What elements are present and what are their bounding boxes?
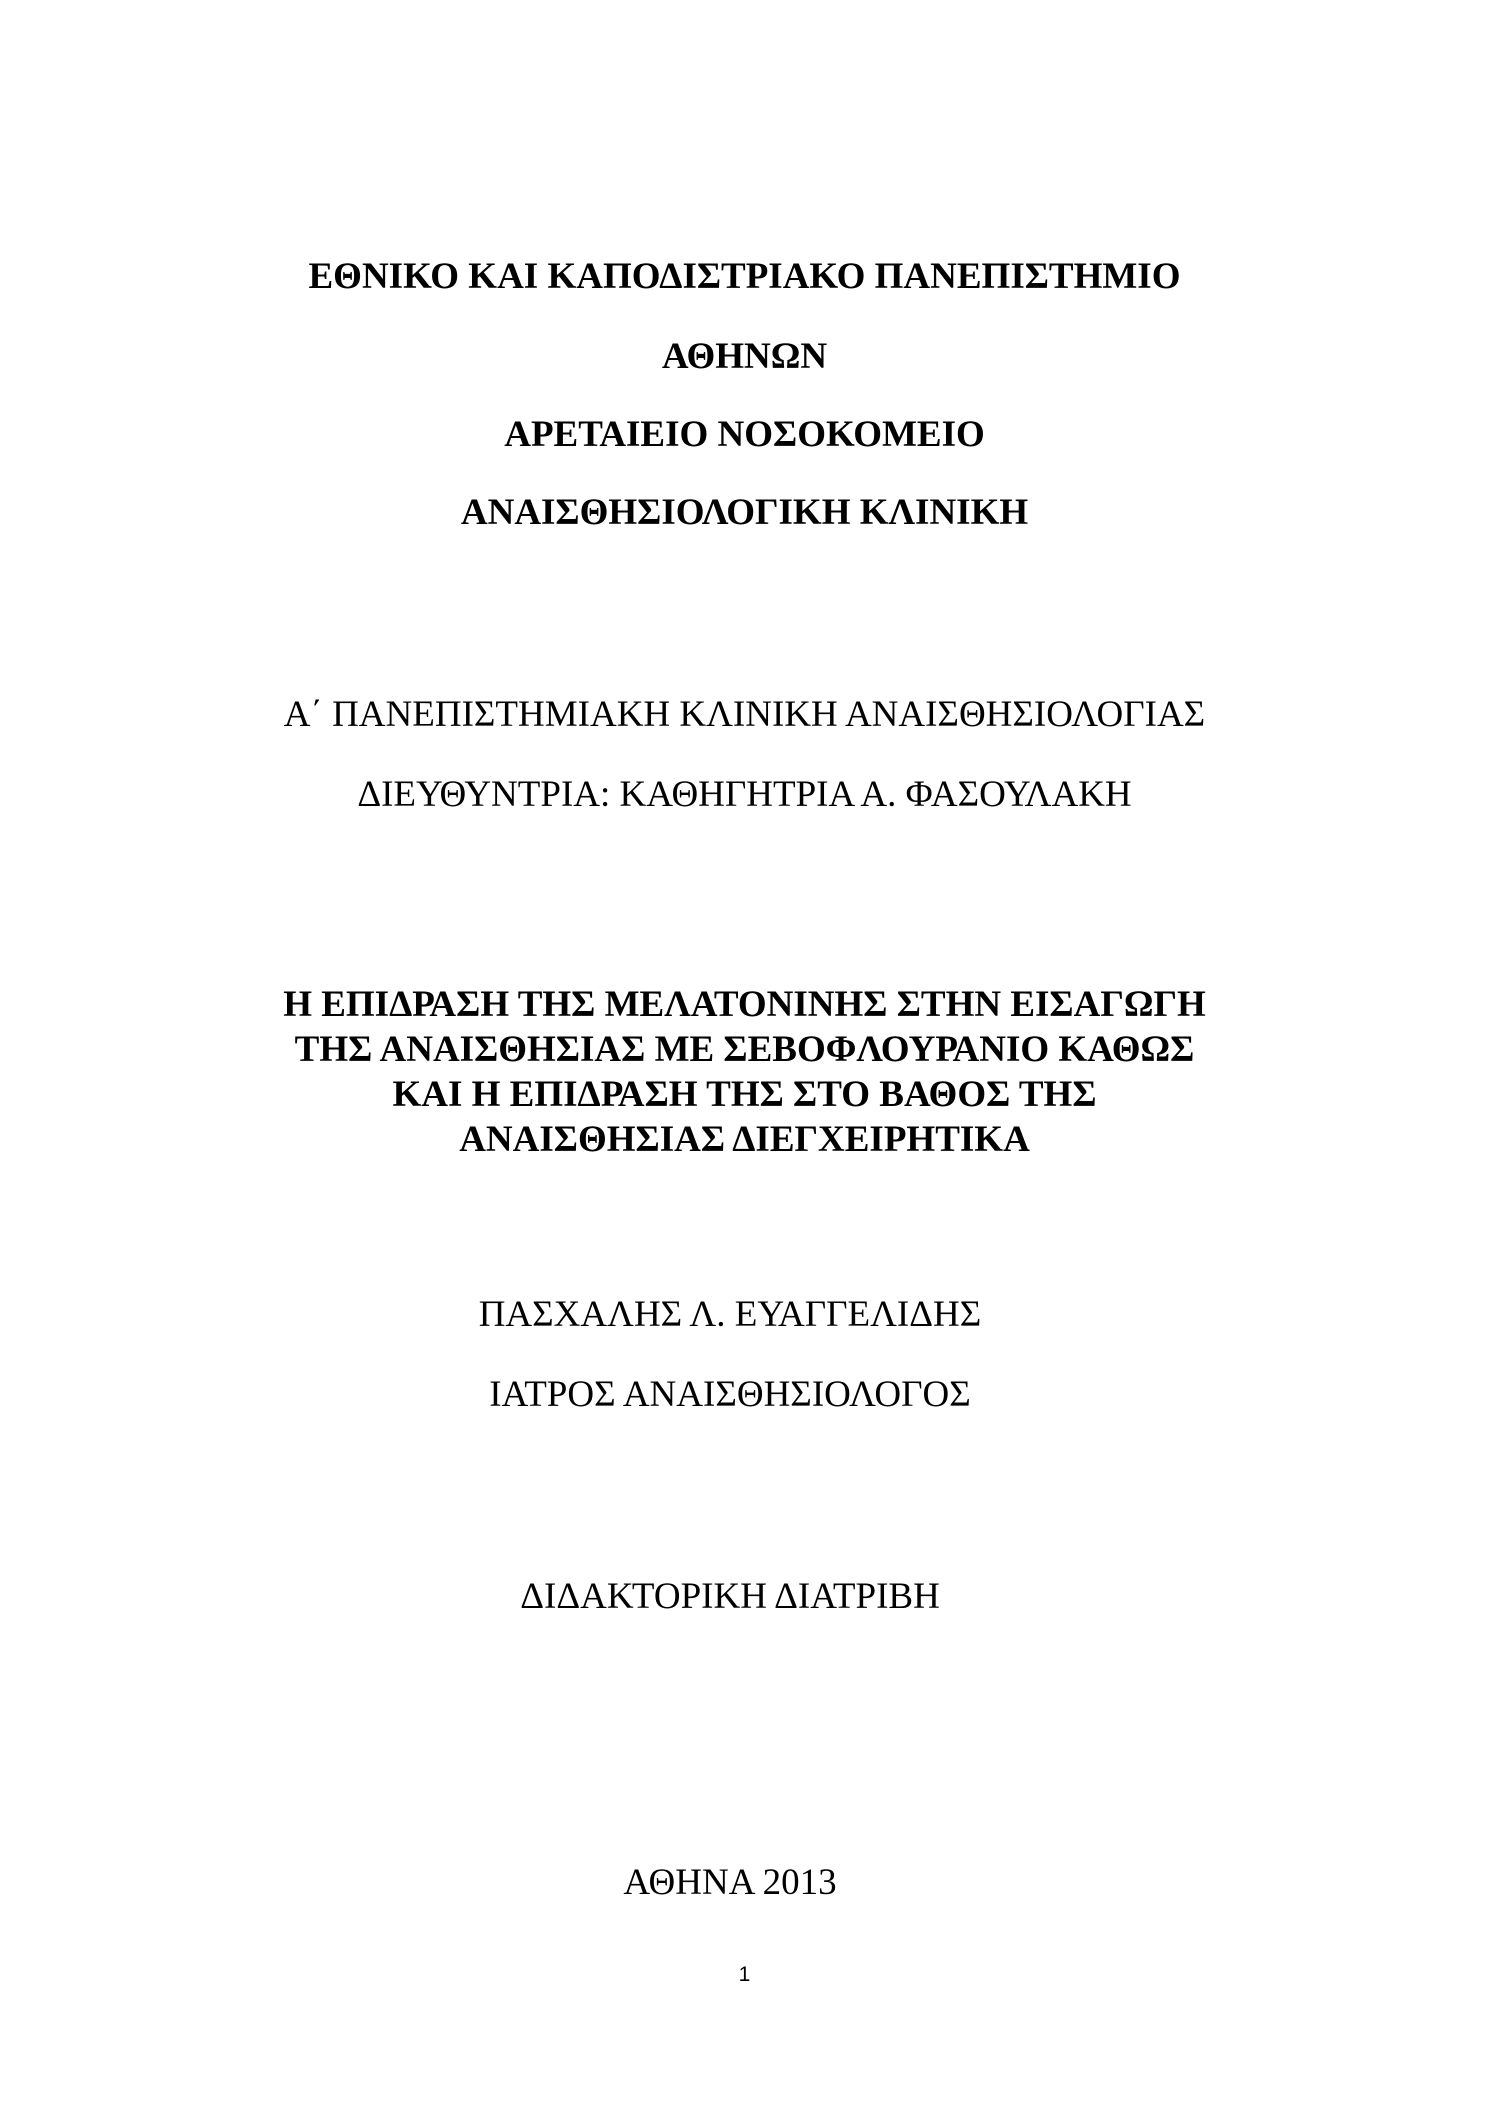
thesis-title-line: Η ΕΠΙΔΡΑΣΗ ΤΗΣ ΜΕΛΑΤΟΝΙΝΗΣ ΣΤΗΝ ΕΙΣΑΓΩΓΗ	[283, 984, 1206, 1025]
thesis-title-line: ΑΝΑΙΣΘΗΣΙΑΣ ΔΙΕΓΧΕΙΡΗΤΙΚΑ	[459, 1119, 1030, 1160]
department-name: Α΄ ΠΑΝΕΠΙΣΤΗΜΙΑΚΗ ΚΛΙΝΙΚΗ ΑΝΑΙΣΘΗΣΙΟΛΟΓΙΑΣ	[283, 694, 1206, 735]
place-and-year: ΑΘΗΝΑ 2013	[623, 1862, 837, 1903]
author-role: ΙΑΤΡΟΣ ΑΝΑΙΣΘΗΣΙΟΛΟΓΟΣ	[489, 1374, 971, 1415]
university-name: ΕΘΝΙΚΟ ΚΑΙ ΚΑΠΟΔΙΣΤΡΙΑΚΟ ΠΑΝΕΠΙΣΤΗΜΙΟ	[308, 256, 1181, 297]
page-number: 1	[738, 1963, 751, 1986]
university-city: ΑΘΗΝΩΝ	[661, 336, 828, 377]
author-name: ΠΑΣΧΑΛΗΣ Λ. ΕΥΑΓΓΕΛΙΔΗΣ	[478, 1294, 982, 1335]
hospital-name: ΑΡΕΤΑΙΕΙΟ ΝΟΣΟΚΟΜΕΙΟ	[504, 414, 985, 455]
document-type: ΔΙΔΑΚΤΟΡΙΚΗ ΔΙΑΤΡΙΒΗ	[520, 1576, 940, 1617]
clinic-name: ΑΝΑΙΣΘΗΣΙΟΛΟΓΙΚΗ ΚΛΙΝΙΚΗ	[460, 492, 1029, 533]
thesis-title	[0, 982, 1489, 1162]
department-director: ΔΙΕΥΘΥΝΤΡΙΑ: ΚΑΘΗΓΗΤΡΙΑ Α. ΦΑΣΟΥΛΑΚΗ	[357, 774, 1132, 815]
thesis-title-line: ΤΗΣ ΑΝΑΙΣΘΗΣΙΑΣ ΜΕ ΣΕΒΟΦΛΟΥΡΑΝΙΟ ΚΑΘΩΣ	[294, 1029, 1195, 1070]
thesis-title-line: ΚΑΙ Η ΕΠΙΔΡΑΣΗ ΤΗΣ ΣΤΟ ΒΑΘΟΣ ΤΗΣ	[392, 1074, 1097, 1115]
